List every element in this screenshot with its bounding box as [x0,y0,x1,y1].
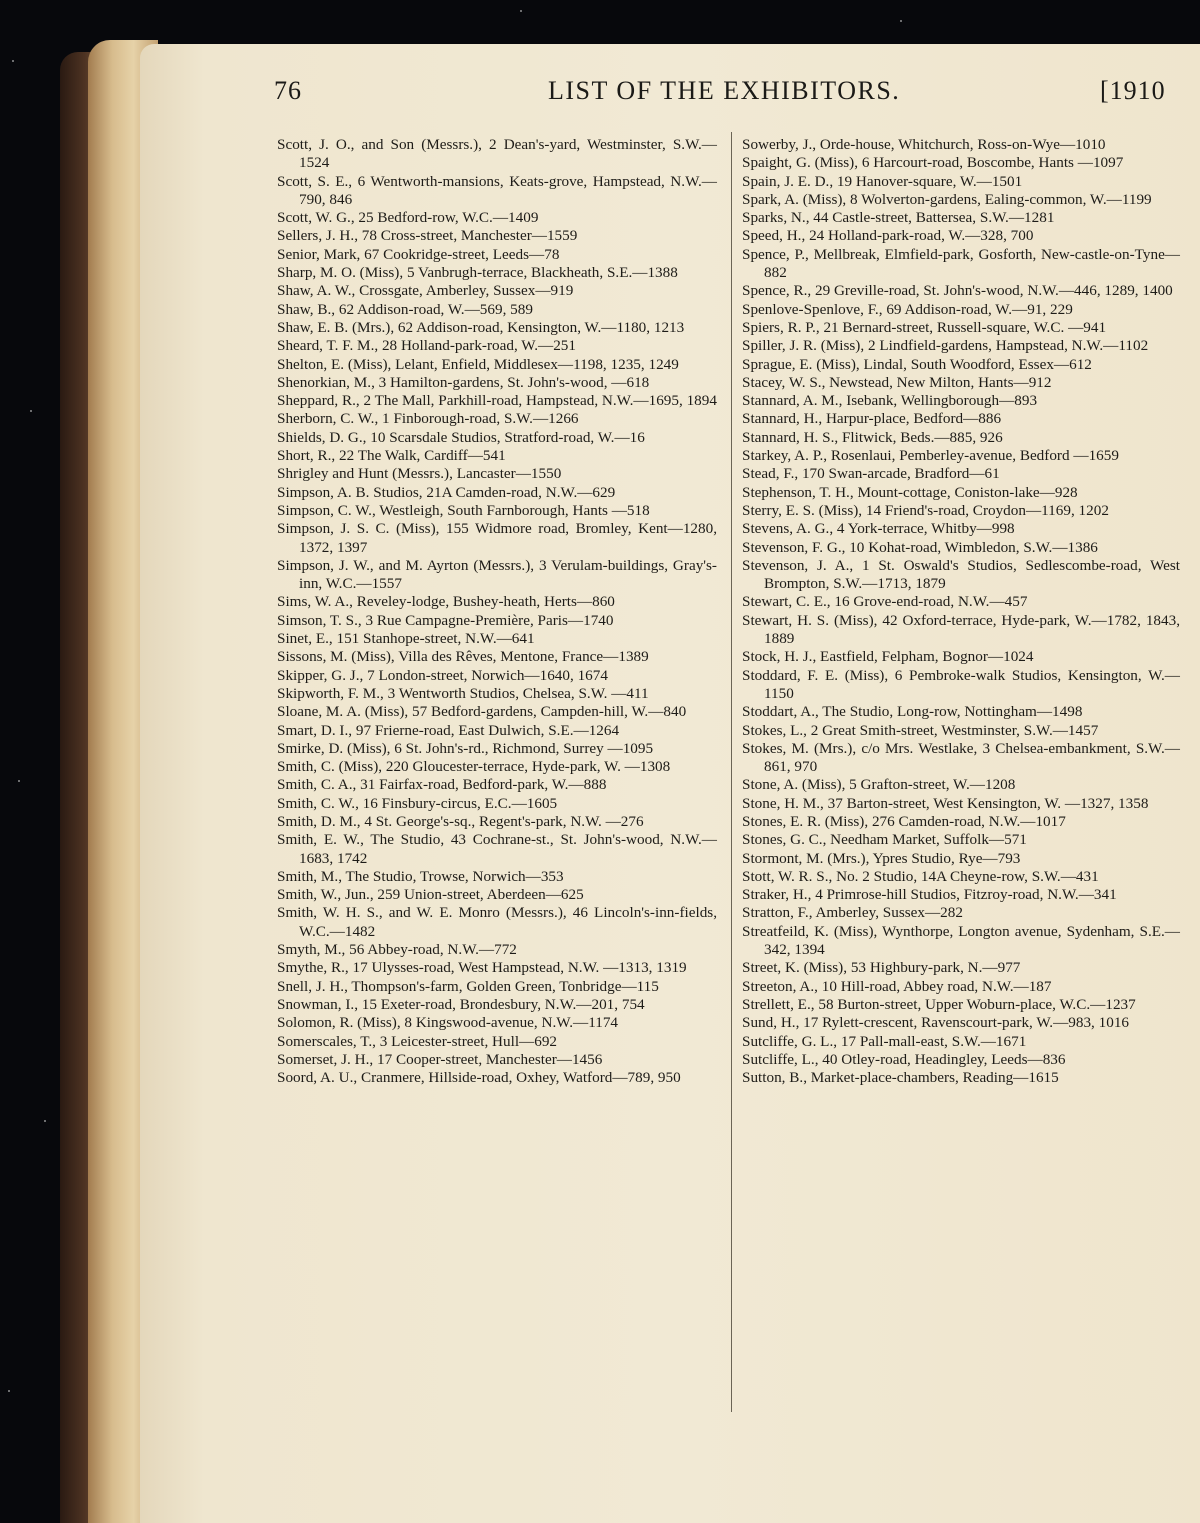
exhibitor-entry: Solomon, R. (Miss), 8 Kingswood-avenue, N.W.—1174 [277,1014,619,1032]
exhibitor-entry: Stoddard, F. E. (Miss), 6 Pembroke-walk Studios, Kensington, W.—1150 [742,666,1180,702]
exhibitor-entry: Sprague, E. (Miss), Lindal, South Woodford, Essex—612 [742,355,1092,373]
exhibitor-entry: Stewart, C. E., 16 Grove-end-road, N.W.—457 [742,593,1028,611]
exhibitor-entry: Sutton, B., Market-place-chambers, Reading—1615 [742,1069,1059,1087]
exhibitor-entry: Stokes, M. (Mrs.), c/o Mrs. Westlake, 3 Chelsea-embankment, S.W.—861, 970 [742,739,1180,776]
exhibitor-entry: Smith, W., Jun., 259 Union-street, Aberdeen—625 [277,886,584,904]
exhibitor-entry: Simpson, J. S. C. (Miss), 155 Widmore road, Bromley, Kent—1280, 1372, 1397 [277,520,717,556]
exhibitor-entry: Smith, C. (Miss), 220 Gloucester-terrace, Hyde-park, W. —1308 [277,758,671,776]
exhibitor-entry: Spenlove-Spenlove, F., 69 Addison-road, W.—91, 229 [742,300,1073,318]
exhibitor-entry: Sellers, J. H., 78 Cross-street, Manchester—1559 [277,227,578,245]
background-star [520,10,522,12]
exhibitor-entry: Sutcliffe, G. L., 17 Pall-mall-east, S.W.—1671 [742,1032,1027,1050]
page-number: 76 [274,76,302,105]
exhibitor-entry: Shaw, E. B. (Mrs.), 62 Addison-road, Kensington, W.—1180, 1213 [277,318,685,336]
exhibitor-entry: Smith, M., The Studio, Trowse, Norwich—353 [277,867,564,885]
exhibitor-entry: Shields, D. G., 10 Scarsdale Studios, Stratford-road, W.—16 [277,428,645,446]
exhibitor-entry: Soord, A. U., Cranmere, Hillside-road, Oxhey, Watford—789, 950 [277,1069,681,1087]
exhibitor-entry: Sharp, M. O. (Miss), 5 Vanbrugh-terrace, Blackheath, S.E.—1388 [277,264,678,282]
exhibitor-entry: Somerset, J. H., 17 Cooper-street, Manchester—1456 [277,1050,603,1068]
exhibitor-entry: Stoddart, A., The Studio, Long-row, Nottingham—1498 [742,703,1083,721]
exhibitor-entry: Stewart, H. S. (Miss), 42 Oxford-terrace, Hyde-park, W.—1782, 1843, 1889 [742,611,1180,648]
exhibitor-entry: Street, K. (Miss), 53 Highbury-park, N.—977 [742,959,1021,977]
exhibitor-entry: Sterry, E. S. (Miss), 14 Friend's-road, Croydon—1169, 1202 [742,501,1109,519]
exhibitor-entry: Snowman, I., 15 Exeter-road, Brondesbury, N.W.—201, 754 [277,995,645,1013]
page-title: LIST OF THE EXHIBITORS. [548,76,901,105]
exhibitor-entry: Stannard, H. S., Flitwick, Beds.—885, 926 [742,428,1003,446]
exhibitor-entry: Shenorkian, M., 3 Hamilton-gardens, St. John's-wood, —618 [277,373,650,391]
exhibitor-entry: Smith, C. W., 16 Finsbury-circus, E.C.—1605 [277,794,558,812]
exhibitor-entry: Shaw, B., 62 Addison-road, W.—569, 589 [277,300,533,318]
exhibitor-entry: Sund, H., 17 Rylett-crescent, Ravenscourt-park, W.—983, 1016 [742,1014,1130,1032]
exhibitor-entry: Skipworth, F. M., 3 Wentworth Studios, Chelsea, S.W. —411 [277,684,649,702]
exhibitor-entry: Sims, W. A., Reveley-lodge, Bushey-heath, Herts—860 [277,593,615,611]
year-label: [1910 [1100,76,1166,105]
exhibitor-entry: Simpson, A. B. Studios, 21A Camden-road, N.W.—629 [277,483,616,501]
exhibitor-entry: Stone, A. (Miss), 5 Grafton-street, W.—1208 [742,776,1016,794]
exhibitor-entry: Sherborn, C. W., 1 Finborough-road, S.W.—1266 [277,410,579,428]
exhibitor-entry: Sowerby, J., Orde-house, Whitchurch, Ross-on-Wye—1010 [742,136,1106,153]
exhibitor-entry: Strellett, E., 58 Burton-street, Upper Woburn-place, W.C.—1237 [742,995,1136,1013]
exhibitor-entry: Stevens, A. G., 4 York-terrace, Whitby—998 [742,520,1015,538]
exhibitor-entry: Smith, W. H. S., and W. E. Monro (Messrs.), 46 Lincoln's-inn-fields, W.C.—1482 [277,904,717,940]
exhibitor-entry: Streeton, A., 10 Hill-road, Abbey road, N.W.—187 [742,977,1052,995]
exhibitor-entry: Stevenson, F. G., 10 Kohat-road, Wimbledon, S.W.—1386 [742,538,1098,556]
exhibitor-entry: Spark, A. (Miss), 8 Wolverton-gardens, Ealing-common, W.—1199 [742,190,1152,208]
exhibitor-entry: Spain, J. E. D., 19 Hanover-square, W.—1501 [742,172,1023,190]
exhibitor-entry: Shaw, A. W., Crossgate, Amberley, Sussex—919 [277,282,574,300]
exhibitor-entry: Stannard, H., Harpur-place, Bedford—886 [742,410,1002,428]
background-star [30,410,32,412]
exhibitor-entry: Starkey, A. P., Rosenlaui, Pemberley-avenue, Bedford —1659 [742,447,1119,465]
background-star [900,20,902,22]
column-divider [731,132,732,1412]
exhibitor-entry: Stokes, L., 2 Great Smith-street, Westminster, S.W.—1457 [742,721,1099,739]
exhibitor-entry: Scott, W. G., 25 Bedford-row, W.C.—1409 [277,209,539,227]
exhibitor-entry: Sheppard, R., 2 The Mall, Parkhill-road, Hampstead, N.W.—1695, 1894 [277,392,717,410]
exhibitor-entry: Shelton, E. (Miss), Lelant, Enfield, Middlesex—1198, 1235, 1249 [277,355,679,373]
background-star [12,60,14,62]
exhibitor-entry: Smart, D. I., 97 Frierne-road, East Dulwich, S.E.—1264 [277,721,620,739]
exhibitor-entry: Smith, E. W., The Studio, 43 Cochrane-st., St. John's-wood, N.W.—1683, 1742 [277,831,717,867]
background-star [8,1390,10,1392]
exhibitor-entry: Stones, G. C., Needham Market, Suffolk—571 [742,831,1027,849]
exhibitor-entry: Stones, E. R. (Miss), 276 Camden-road, N.W.—1017 [742,812,1066,830]
exhibitor-entry: Senior, Mark, 67 Cookridge-street, Leeds—78 [277,245,560,263]
exhibitor-entry: Straker, H., 4 Primrose-hill Studios, Fitzroy-road, N.W.—341 [742,886,1117,904]
exhibitor-entry: Sparks, N., 44 Castle-street, Battersea, S.W.—1281 [742,209,1055,227]
exhibitor-entry: Stead, F., 170 Swan-arcade, Bradford—61 [742,465,1000,483]
exhibitor-entry: Scott, J. O., and Son (Messrs.), 2 Dean's-yard, Westminster, S.W.—1524 [277,136,717,172]
exhibitor-entry: Short, R., 22 The Walk, Cardiff—541 [277,447,506,465]
exhibitor-entry: Smirke, D. (Miss), 6 St. John's-rd., Richmond, Surrey —1095 [277,739,654,757]
exhibitor-entry: Sheard, T. F. M., 28 Holland-park-road, W.—251 [277,337,576,355]
exhibitor-entry: Speed, H., 24 Holland-park-road, W.—328, 700 [742,227,1034,245]
left-column [277,136,717,1087]
exhibitor-entry: Scott, S. E., 6 Wentworth-mansions, Keats-grove, Hampstead, N.W.—790, 846 [277,172,717,208]
exhibitor-entry: Streatfeild, K. (Miss), Wynthorpe, Longton avenue, Sydenham, S.E.—342, 1394 [742,922,1180,959]
exhibitor-entry: Sloane, M. A. (Miss), 57 Bedford-gardens, Campden-hill, W.—840 [277,703,687,721]
exhibitor-entry: Stannard, A. M., Isebank, Wellingborough—893 [742,392,1038,410]
exhibitor-entry: Sinet, E., 151 Stanhope-street, N.W.—641 [277,630,535,648]
exhibitor-entry: Stone, H. M., 37 Barton-street, West Kensington, W. —1327, 1358 [742,794,1149,812]
exhibitor-entry: Stock, H. J., Eastfield, Felpham, Bognor—1024 [742,648,1034,666]
exhibitor-entry: Stratton, F., Amberley, Sussex—282 [742,904,963,922]
exhibitor-entry: Spiller, J. R. (Miss), 2 Lindfield-gardens, Hampstead, N.W.—1102 [742,337,1149,355]
exhibitor-entry: Simson, T. S., 3 Rue Campagne-Première, Paris—1740 [277,611,614,629]
exhibitor-entry: Shrigley and Hunt (Messrs.), Lancaster—1550 [277,465,562,483]
exhibitor-entry: Stacey, W. S., Newstead, New Milton, Hants—912 [742,373,1052,391]
exhibitor-entry: Smyth, M., 56 Abbey-road, N.W.—772 [277,941,517,959]
exhibitor-entry: Smith, C. A., 31 Fairfax-road, Bedford-park, W.—888 [277,776,607,794]
exhibitor-entry: Spence, P., Mellbreak, Elmfield-park, Gosforth, New-castle-on-Tyne—882 [742,245,1180,282]
background-star [44,1120,46,1122]
exhibitor-entry: Simpson, J. W., and M. Ayrton (Messrs.), 3 Verulam-buildings, Gray's-inn, W.C.—1557 [277,556,717,593]
exhibitor-entry: Sutcliffe, L., 40 Otley-road, Headingley, Leeds—836 [742,1050,1066,1068]
exhibitor-entry: Snell, J. H., Thompson's-farm, Golden Green, Tonbridge—115 [277,977,659,995]
page-header [0,74,1200,114]
exhibitor-entry: Stott, W. R. S., No. 2 Studio, 14A Cheyne-row, S.W.—431 [742,867,1099,885]
exhibitor-entry: Sissons, M. (Miss), Villa des Rêves, Mentone, France—1389 [277,648,649,666]
exhibitor-entry: Spence, R., 29 Greville-road, St. John's-wood, N.W.—446, 1289, 1400 [742,282,1173,300]
exhibitor-entry: Simpson, C. W., Westleigh, South Farnborough, Hants —518 [277,501,650,519]
background-star [18,780,20,782]
right-column [742,136,1180,1087]
exhibitor-entry: Somerscales, T., 3 Leicester-street, Hull—692 [277,1032,558,1050]
exhibitor-entry: Stevenson, J. A., 1 St. Oswald's Studios, Sedlescombe-road, West Brompton, S.W.—1713, 1879 [742,556,1180,593]
exhibitor-entry: Stephenson, T. H., Mount-cottage, Coniston-lake—928 [742,483,1078,501]
exhibitor-entry: Smythe, R., 17 Ulysses-road, West Hampstead, N.W. —1313, 1319 [277,959,687,977]
exhibitor-entry: Spiers, R. P., 21 Bernard-street, Russell-square, W.C. —941 [742,318,1107,336]
exhibitor-entry: Stormont, M. (Mrs.), Ypres Studio, Rye—793 [742,849,1021,867]
exhibitor-entry: Spaight, G. (Miss), 6 Harcourt-road, Boscombe, Hants —1097 [742,154,1124,172]
exhibitor-entry: Skipper, G. J., 7 London-street, Norwich—1640, 1674 [277,666,608,684]
exhibitor-entry: Smith, D. M., 4 St. George's-sq., Regent's-park, N.W. —276 [277,812,644,830]
